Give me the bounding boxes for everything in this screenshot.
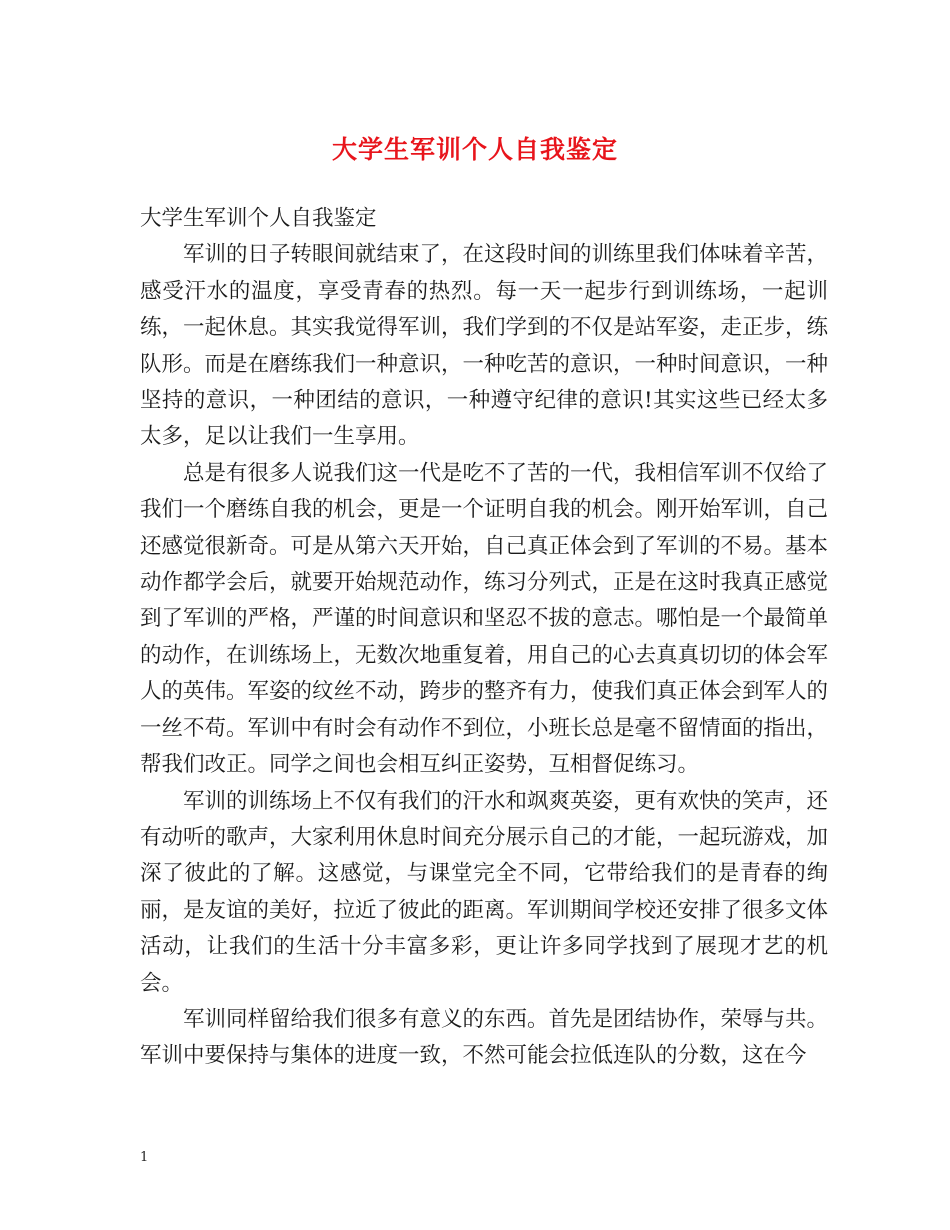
paragraph-1: 军训的日子转眼间就结束了，在这段时间的训练里我们体味着辛苦，感受汗水的温度，享受青春的热烈。每一天一起步行到训练场，一起训练，一起休息。其实我觉得军训，我们学到的不仅是站军姿，走正步，练队形。而是在磨练我们一种意识，一种吃苦的意识，一种时间意识，一种坚持的意识，一种团结的意识，一种遵守纪律的意识!其实这些已经太多太多，足以让我们一生享用。 bbox=[140, 242, 829, 450]
paragraph-4: 军训同样留给我们很多有意义的东西。首先是团结协作，荣辱与共。军训中要保持与集体的进度一致，不然可能会拉低连队的分数，这在今 bbox=[140, 1006, 829, 1069]
document-body bbox=[140, 201, 828, 1075]
document-title: 大学生军训个人自我鉴定 bbox=[331, 135, 618, 164]
paragraph-3: 军训的训练场上不仅有我们的汗水和飒爽英姿，更有欢快的笑声，还有动听的歌声，大家利用休息时间充分展示自己的才能，一起玩游戏，加深了彼此的了解。这感觉，与课堂完全不同，它带给我们的是青春的绚丽，是友谊的美好，拉近了彼此的距离。军训期间学校还安排了很多文体活动，让我们的生活十分丰富多彩，更让许多同学找到了展现才艺的机会。 bbox=[140, 788, 829, 996]
page-number: 1 bbox=[140, 1150, 149, 1165]
paragraph-2: 总是有很多人说我们这一代是吃不了苦的一代，我相信军训不仅给了我们一个磨练自我的机会，更是一个证明自我的机会。刚开始军训，自己还感觉很新奇。可是从第六天开始，自己真正体会到了军训的不易。基本动作都学会后，就要开始规范动作，练习分列式，正是在这时我真正感觉到了军训的严格，严谨的时间意识和坚忍不拔的意志。哪怕是一个最简单的动作，在训练场上，无数次地重复着，用自己的心去真真切切的体会军人的英伟。军姿的纹丝不动，跨步的整齐有力，使我们真正体会到军人的一丝不苟。军训中有时会有动作不到位，小班长总是毫不留情面的指出，帮我们改正。同学之间也会相互纠正姿势，互相督促练习。 bbox=[140, 460, 829, 778]
document-subtitle: 大学生军训个人自我鉴定 bbox=[140, 206, 377, 231]
